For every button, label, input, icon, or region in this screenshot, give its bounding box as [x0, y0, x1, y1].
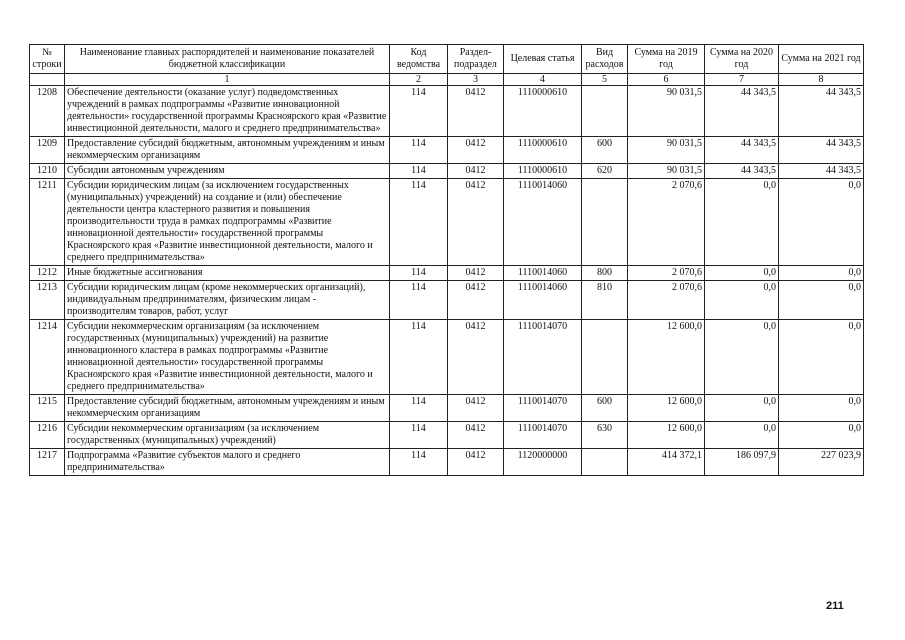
row-section: 0412	[448, 266, 504, 281]
budget-table	[29, 44, 864, 476]
table-row	[30, 137, 864, 164]
row-target: 1110014060	[504, 266, 582, 281]
row-type: 600	[582, 137, 628, 164]
row-sum-2019: 12 600,0	[628, 395, 705, 422]
row-code: 114	[390, 266, 448, 281]
row-sum-2020: 44 343,5	[705, 164, 779, 179]
table-row	[30, 422, 864, 449]
header-target: Целевая статья	[504, 45, 582, 74]
row-section: 0412	[448, 320, 504, 395]
column-number: 4	[504, 74, 582, 86]
row-name: Субсидии некоммерческим организациям (за исключением государственных (муниципальных) учреждений) на развитие инновационного кластера в рамках подпрограммы «Развитие инновационной деятельности» государственной программы Красноярского края «Развитие инвестиционной деятельности, малого и среднего предпринимательства»	[65, 320, 390, 395]
row-number: 1209	[30, 137, 65, 164]
header-sum-2021: Сумма на 2021 год	[779, 45, 864, 74]
row-name: Субсидии юридическим лицам (кроме некоммерческих организаций), индивидуальным предпринимателям, физическим лицам - производителям товаров, работ, услуг	[65, 281, 390, 320]
row-section: 0412	[448, 137, 504, 164]
row-name: Предоставление субсидий бюджетным, автономным учреждениям и иным некоммерческим организациям	[65, 137, 390, 164]
row-number: 1214	[30, 320, 65, 395]
header-row-num: № строки	[30, 45, 65, 74]
row-number: 1216	[30, 422, 65, 449]
row-section: 0412	[448, 395, 504, 422]
row-sum-2021: 0,0	[779, 266, 864, 281]
row-section: 0412	[448, 281, 504, 320]
row-code: 114	[390, 395, 448, 422]
row-name: Предоставление субсидий бюджетным, автономным учреждениям и иным некоммерческим организациям	[65, 395, 390, 422]
row-name: Субсидии некоммерческим организациям (за исключением государственных (муниципальных) учреждений)	[65, 422, 390, 449]
row-target: 1110014070	[504, 395, 582, 422]
header-row	[30, 45, 864, 74]
column-number: 1	[65, 74, 390, 86]
row-sum-2019: 12 600,0	[628, 320, 705, 395]
row-sum-2021: 0,0	[779, 395, 864, 422]
row-section: 0412	[448, 422, 504, 449]
row-section: 0412	[448, 164, 504, 179]
column-number: 5	[582, 74, 628, 86]
row-name: Субсидии юридическим лицам (за исключением государственных (муниципальных) учреждений) на создание и (или) обеспечение деятельности центра кластерного развития и повышения производительности труда в рамках подпрограммы «Развитие инновационной деятельности» государственной программы Красноярского края «Развитие инвестиционной деятельности, малого и среднего предпринимательства»	[65, 179, 390, 266]
column-number	[30, 74, 65, 86]
row-sum-2021: 44 343,5	[779, 137, 864, 164]
row-sum-2020: 0,0	[705, 320, 779, 395]
row-name: Иные бюджетные ассигнования	[65, 266, 390, 281]
column-number-row	[30, 74, 864, 86]
header-sum-2019: Сумма на 2019 год	[628, 45, 705, 74]
row-sum-2019: 90 031,5	[628, 137, 705, 164]
row-type	[582, 179, 628, 266]
column-number: 6	[628, 74, 705, 86]
row-sum-2021: 0,0	[779, 179, 864, 266]
header-section: Раздел-подраздел	[448, 45, 504, 74]
row-type: 600	[582, 395, 628, 422]
row-section: 0412	[448, 449, 504, 476]
row-code: 114	[390, 449, 448, 476]
row-target: 1110000610	[504, 86, 582, 137]
row-sum-2021: 0,0	[779, 320, 864, 395]
table-row	[30, 395, 864, 422]
table-body	[30, 86, 864, 476]
row-sum-2019: 414 372,1	[628, 449, 705, 476]
row-code: 114	[390, 164, 448, 179]
row-target: 1120000000	[504, 449, 582, 476]
table-row	[30, 281, 864, 320]
row-sum-2021: 44 343,5	[779, 164, 864, 179]
row-sum-2019: 2 070,6	[628, 266, 705, 281]
table-row	[30, 266, 864, 281]
row-sum-2021: 0,0	[779, 422, 864, 449]
row-type	[582, 86, 628, 137]
row-number: 1215	[30, 395, 65, 422]
row-sum-2021: 0,0	[779, 281, 864, 320]
row-sum-2019: 2 070,6	[628, 281, 705, 320]
row-section: 0412	[448, 179, 504, 266]
row-sum-2020: 186 097,9	[705, 449, 779, 476]
row-sum-2019: 12 600,0	[628, 422, 705, 449]
table-row	[30, 86, 864, 137]
row-target: 1110014060	[504, 179, 582, 266]
row-name: Подпрограмма «Развитие субъектов малого и среднего предпринимательства»	[65, 449, 390, 476]
row-sum-2020: 0,0	[705, 281, 779, 320]
row-section: 0412	[448, 86, 504, 137]
table-row	[30, 164, 864, 179]
row-sum-2019: 2 070,6	[628, 179, 705, 266]
page-number: 211	[826, 600, 844, 612]
row-sum-2021: 227 023,9	[779, 449, 864, 476]
table-row	[30, 449, 864, 476]
column-number: 2	[390, 74, 448, 86]
column-number: 8	[779, 74, 864, 86]
header-code: Код ведомства	[390, 45, 448, 74]
row-sum-2019: 90 031,5	[628, 86, 705, 137]
row-code: 114	[390, 320, 448, 395]
table-row	[30, 320, 864, 395]
row-sum-2020: 44 343,5	[705, 137, 779, 164]
row-target: 1110014070	[504, 320, 582, 395]
row-number: 1217	[30, 449, 65, 476]
header-type: Вид расходов	[582, 45, 628, 74]
row-type: 620	[582, 164, 628, 179]
row-number: 1211	[30, 179, 65, 266]
row-code: 114	[390, 422, 448, 449]
row-type: 800	[582, 266, 628, 281]
row-sum-2019: 90 031,5	[628, 164, 705, 179]
row-target: 1110014060	[504, 281, 582, 320]
column-number: 3	[448, 74, 504, 86]
row-sum-2020: 0,0	[705, 395, 779, 422]
row-number: 1208	[30, 86, 65, 137]
row-sum-2020: 0,0	[705, 422, 779, 449]
row-target: 1110000610	[504, 164, 582, 179]
row-code: 114	[390, 281, 448, 320]
row-name: Субсидии автономным учреждениям	[65, 164, 390, 179]
row-code: 114	[390, 179, 448, 266]
row-type	[582, 449, 628, 476]
row-number: 1213	[30, 281, 65, 320]
row-sum-2020: 44 343,5	[705, 86, 779, 137]
row-code: 114	[390, 86, 448, 137]
row-target: 1110000610	[504, 137, 582, 164]
row-sum-2020: 0,0	[705, 179, 779, 266]
row-number: 1212	[30, 266, 65, 281]
column-number: 7	[705, 74, 779, 86]
row-sum-2020: 0,0	[705, 266, 779, 281]
row-target: 1110014070	[504, 422, 582, 449]
row-type	[582, 320, 628, 395]
row-type: 810	[582, 281, 628, 320]
table-row	[30, 179, 864, 266]
row-sum-2021: 44 343,5	[779, 86, 864, 137]
header-sum-2020: Сумма на 2020 год	[705, 45, 779, 74]
row-code: 114	[390, 137, 448, 164]
row-number: 1210	[30, 164, 65, 179]
row-type: 630	[582, 422, 628, 449]
row-name: Обеспечение деятельности (оказание услуг) подведомственных учреждений в рамках подпрограммы «Развитие инновационной деятельности» государственной программы Красноярского края «Развитие инвестиционной деятельности, малого и среднего предпринимательства»	[65, 86, 390, 137]
header-name: Наименование главных распорядителей и наименование показателей бюджетной классификации	[65, 45, 390, 74]
